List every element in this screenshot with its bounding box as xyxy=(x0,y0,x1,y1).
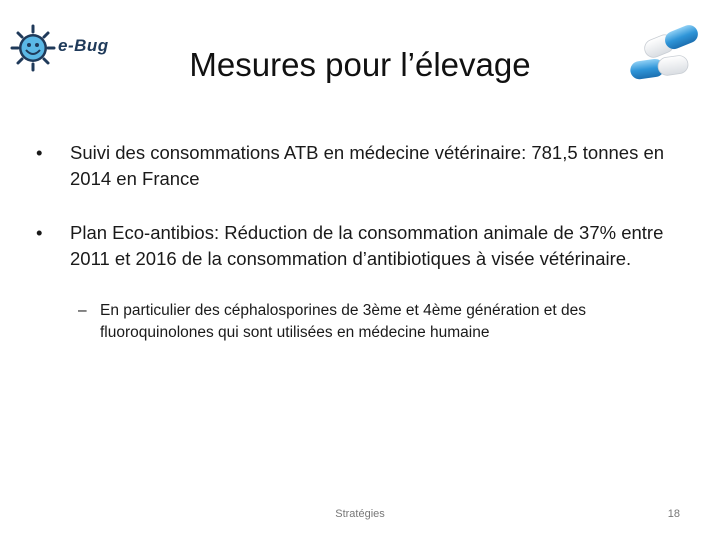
bullet-list xyxy=(36,140,686,344)
page-number: 18 xyxy=(667,508,680,520)
sub-bullet-item xyxy=(36,300,686,344)
slide-title: Mesures pour l’élevage xyxy=(189,46,531,83)
smiling-germ-icon xyxy=(10,22,56,74)
bullet-marker: • xyxy=(36,142,43,163)
sub-bullet-marker: – xyxy=(78,302,87,319)
bullet-item-eco-antibios xyxy=(36,220,686,272)
e-bug-logo xyxy=(10,22,110,78)
bullet-text: Suivi des consommations ATB en médecine vétérinaire: 781,5 tonnes en 2014 en France xyxy=(70,142,665,189)
bullet-marker: • xyxy=(36,222,43,243)
footer-section-label: Stratégies xyxy=(335,508,385,520)
bullet-item-consumption xyxy=(36,140,686,192)
bullet-text: Plan Eco-antibios: Réduction de la consommation animale de 37% entre 2011 et 2016 de la consommation d’antibiotiques à visée vétérinaire. xyxy=(70,222,664,269)
sub-bullet-text: En particulier des céphalosporines de 3ème et 4ème génération et des fluoroquinolones qui sont utilisées en médecine humaine xyxy=(100,302,586,341)
e-bug-logo-text: e-Bug xyxy=(58,36,109,55)
capsule-pills-icon xyxy=(622,24,712,82)
